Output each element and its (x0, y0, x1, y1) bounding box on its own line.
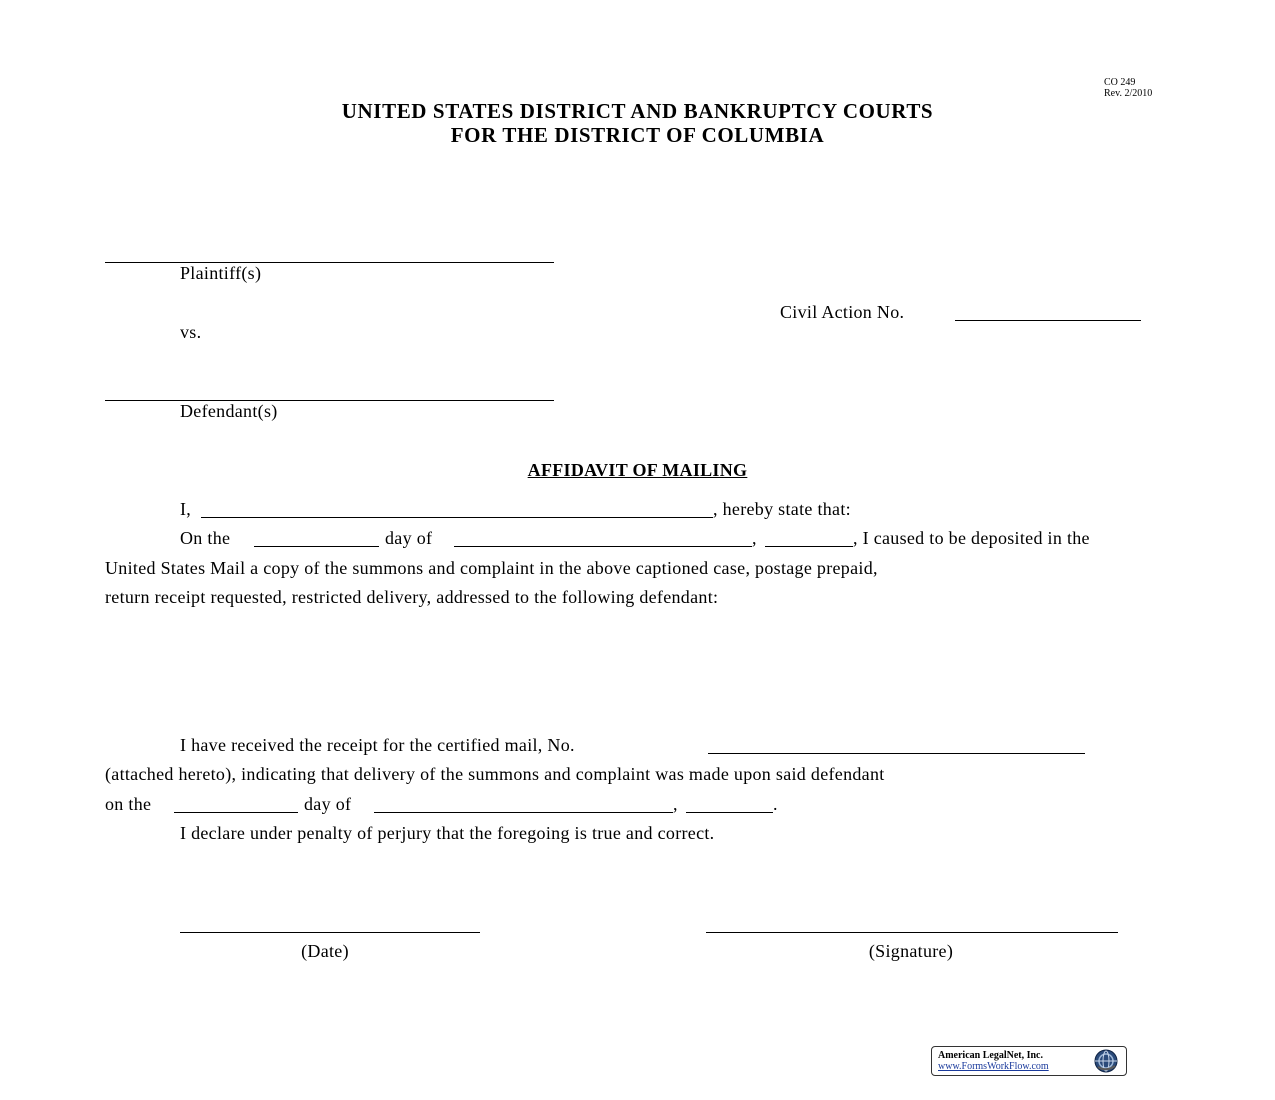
affiant-name-line[interactable] (201, 517, 713, 518)
certified-mail-number-line[interactable] (708, 753, 1085, 754)
form-code (1104, 77, 1152, 99)
mailing-day-of: day of (385, 528, 433, 548)
perjury-declaration: I declare under penalty of perjury that the foregoing is true and correct. (180, 823, 715, 843)
delivery-statement: (attached hereto), indicating that delivery of the summons and complaint was made upon said defendant (105, 764, 885, 784)
versus-label: vs. (180, 322, 202, 342)
delivery-year-line[interactable] (686, 812, 773, 813)
delivery-comma: , (673, 794, 678, 814)
mailing-on-the: On the (180, 528, 231, 548)
logo-url-link[interactable]: www.FormsWorkFlow.com (938, 1061, 1049, 1072)
mailing-month-line[interactable] (454, 546, 752, 547)
plaintiff-label: Plaintiff(s) (180, 263, 262, 283)
delivery-month-line[interactable] (374, 812, 673, 813)
globe-icon (1088, 1048, 1124, 1074)
delivery-period: . (773, 794, 778, 814)
receipt-statement: I have received the receipt for the certified mail, No. (180, 735, 575, 755)
court-title-line-2: FOR THE DISTRICT OF COLUMBIA (450, 123, 825, 147)
form-revision: Rev. 2/2010 (1104, 88, 1153, 99)
delivery-day-of: day of (304, 794, 352, 814)
mailing-year-line[interactable] (765, 546, 853, 547)
date-line[interactable] (180, 932, 480, 933)
defendant-label: Defendant(s) (180, 401, 278, 421)
date-label: (Date) (301, 941, 349, 961)
delivery-on-the: on the (105, 794, 152, 814)
affiant-prefix: I, (180, 499, 192, 519)
form-number: CO 249 (1104, 77, 1136, 88)
signature-line[interactable] (706, 932, 1118, 933)
document-title: AFFIDAVIT OF MAILING (527, 460, 748, 480)
delivery-day-line[interactable] (174, 812, 298, 813)
mailing-details-line-1: United States Mail a copy of the summons and complaint in the above captioned case, postage prepaid, (105, 558, 878, 578)
court-title-line-1: UNITED STATES DISTRICT AND BANKRUPTCY COURTS (341, 99, 934, 123)
mailing-statement: , I caused to be deposited in the (853, 528, 1090, 548)
signature-label: (Signature) (868, 941, 954, 961)
affiant-suffix: , hereby state that: (713, 499, 851, 519)
american-legalnet-logo[interactable] (931, 1046, 1127, 1076)
plaintiff-name-line[interactable] (105, 262, 554, 263)
civil-action-number-line[interactable] (955, 320, 1141, 321)
mailing-details-line-2: return receipt requested, restricted delivery, addressed to the following defendant: (105, 587, 719, 607)
logo-company-name: American LegalNet, Inc. (938, 1050, 1043, 1061)
mailing-comma: , (752, 528, 757, 548)
civil-action-label: Civil Action No. (780, 302, 905, 322)
defendant-name-line[interactable] (105, 400, 554, 401)
mailing-day-line[interactable] (254, 546, 379, 547)
